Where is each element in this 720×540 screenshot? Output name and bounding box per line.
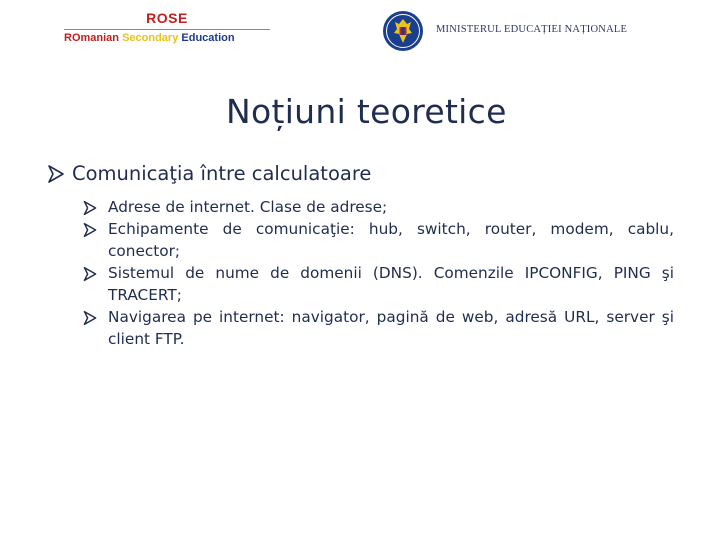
sub-bullet-list (82, 196, 674, 350)
main-bullet-text: Comunicaţia între calculatoare (72, 162, 372, 185)
rose-subtitle-word-education: Education (181, 32, 235, 44)
romanian-coat-of-arms-icon (382, 10, 424, 52)
sub-bullet-text: Sistemul de nume de domenii (DNS). Comenzile IPCONFIG, PING şi TRACERT; (108, 264, 674, 304)
slide-title: Noțiuni teoretice (226, 92, 507, 131)
sub-bullet-text: Adrese de internet. Clase de adrese; (108, 198, 388, 216)
rose-subtitle-word-secondary: Secondary (122, 32, 179, 44)
sub-bullet-text: Echipamente de comunicaţie: hub, switch, router, modem, cablu, conector; (108, 220, 674, 260)
sub-bullet-item (82, 306, 674, 350)
rose-logo-title: ROSE (146, 10, 188, 26)
sub-bullet-item (82, 262, 674, 306)
arrow-bullet-icon (82, 200, 98, 216)
rose-logo (64, 10, 270, 50)
ministry-logo (382, 10, 628, 52)
arrow-bullet-icon (82, 266, 98, 282)
arrow-bullet-icon (82, 222, 98, 238)
sub-bullet-item (82, 218, 674, 262)
rose-subtitle-word-romanian: ROmanian (64, 32, 120, 44)
rose-logo-divider (64, 29, 270, 30)
sub-bullet-text: Navigarea pe internet: navigator, pagină de web, adresă URL, server şi client FTP. (108, 308, 674, 348)
rose-logo-subtitle (64, 32, 270, 44)
ministry-name: MINISTERUL EDUCAȚIEI NAȚIONALE (436, 24, 628, 35)
arrow-bullet-icon (82, 310, 98, 326)
arrow-bullet-icon (46, 164, 66, 184)
sub-bullet-item (82, 196, 674, 218)
